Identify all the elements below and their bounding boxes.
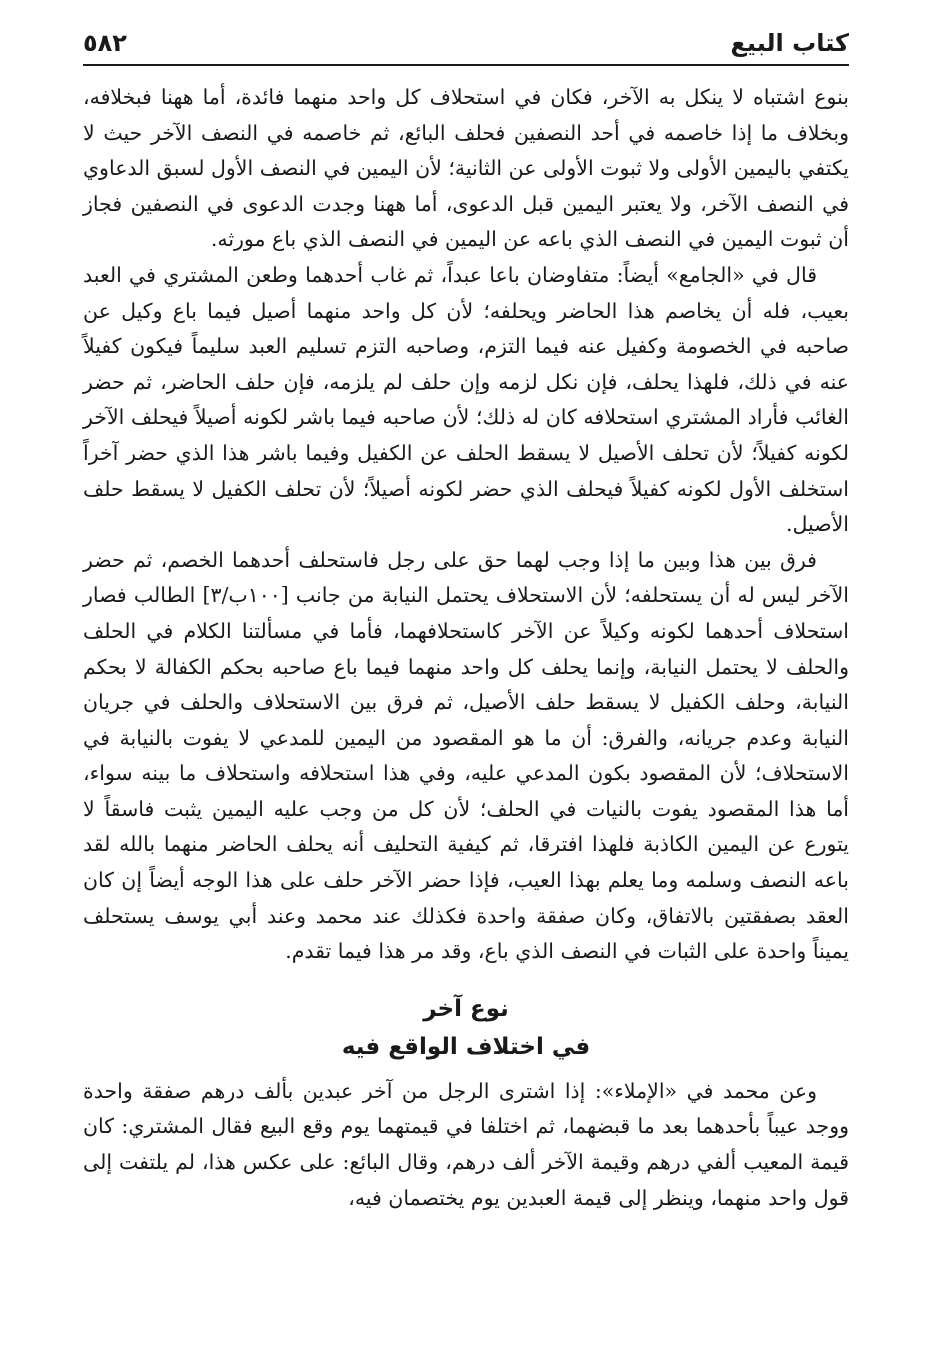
paragraph-1: بنوع اشتباه لا ينكل به الآخر، فكان في استحلاف كل واحد منهما فائدة، أما ههنا فبخلافه، وبخلاف ما إذا خاصمه في أحد النصفين فحلف البائع، ثم خاصمه في النصف الآخر حيث لا يكتفي باليمين الأولى ولا ثبوت الأولى عن الثانية؛ لأن اليمين في النصف الأول لسبق الدعاوي في النصف الآخر، ولا يعتبر اليمين قبل الدعوى، أما ههنا وجدت الدعوى في النصفين فجاز أن ثبوت اليمين في النصف الذي باعه عن اليمين في النصف الذي باع مورثه.	[83, 85, 849, 252]
paragraph-3: فرق بين هذا وبين ما إذا وجب لهما حق على رجل فاستحلف أحدهما الخصم، ثم حضر الآخر ليس له أن يستحلفه؛ لأن الاستحلاف يحتمل النيابة من جانب [١٠٠ب/٣] الطالب فصار استحلاف أحدهما لكونه وكيلاً عن الآخر كاستحلافهما، فأما في مسألتنا الكلام في الحلف والحلف لا يحتمل النيابة، وإنما يحلف كل واحد منهما فيما باع صاحبه بحكم الكفالة لا بحكم النيابة، وحلف الكفيل لا يسقط حلف الأصيل، ثم فرق بين الاستحلاف والحلف في جريان النيابة وعدم جريانه، والفرق: أن ما هو المقصود من اليمين للمدعي لا يفوت بالنيابة في الاستحلاف؛ لأن المقصود بكون المدعي عليه، وفي هذا استحلافه واستحلاف ما بينه سواء، أما هذا المقصود يفوت بالنيات في الحلف؛ لأن كل من وجب عليه اليمين يثبت فاسقاً لا يتورع عن اليمين الكاذبة فلهذا افترقا، ثم كيفية التحليف أنه يحلف الحاضر منهما بالله لقد باعه النصف وسلمه وما يعلم بهذا العيب، فإذا حضر الآخر حلف على هذا الوجه أيضاً إن كان العقد بصفقتين بالاتفاق، وكان صفقة واحدة فكذلك عند محمد وعند أبي يوسف يستحلف يميناً واحدة على الثبات في النصف الذي باع، وقد مر هذا فيما تقدم.	[83, 547, 849, 964]
paragraph-4: وعن محمد في «الإملاء»: إذا اشترى الرجل من آخر عبدين بألف درهم صفقة واحدة ووجد عيباً بأحدهما بعد ما قبضهما، ثم اختلفا في قيمتهما يوم وقع البيع فقال المشتري: كان قيمة المعيب ألفي درهم وقيمة الآخر ألف درهم، وقال البائع: على عكس هذا، لم يلتفت إلى قول واحد منهما، وينظر إلى قيمة العبدين يوم يختصمان فيه،	[83, 1078, 849, 1210]
section-title: نوع آخر	[423, 995, 509, 1022]
page-header	[83, 22, 849, 66]
paragraph-2: قال في «الجامع» أيضاً: متفاوضان باعا عبداً، ثم غاب أحدهما وطعن المشتري في العبد بعيب، فله أن يخاصم هذا الحاضر ويحلفه؛ لأن كل واحد منهما أصيل فيما باع وكيل عن صاحبه في الخصومة وكفيل عنه فيما التزم، وصاحبه التزم تسليم العبد سليماً فيكون كفيلاً عنه في ذلك، فلهذا يحلف، فإن نكل لزمه وإن حلف لم يلزمه، فإن حلف الحاضر، ثم حضر الغائب فأراد المشتري استحلافه كان له ذلك؛ لأن صاحبه فيما باشر لكونه أصيلاً فيحلف الآخر لكونه كفيلاً؛ لأن تحلف الأصيل لا يسقط الحلف عن الكفيل وفيما باشر هذا الذي حضر آخراً استخلف الأول لكونه كفيلاً فيحلف الذي حضر لكونه أصيلاً؛ لأن تحلف الكفيل لا يسقط حلف الأصيل.	[83, 262, 849, 537]
section-heading	[83, 990, 849, 1066]
body-text	[83, 80, 849, 1216]
running-head: كتاب البيع	[730, 29, 849, 57]
page-number: ٥٨٢	[83, 29, 127, 57]
section-subtitle: في اختلاف الواقع فيه	[341, 1033, 591, 1060]
